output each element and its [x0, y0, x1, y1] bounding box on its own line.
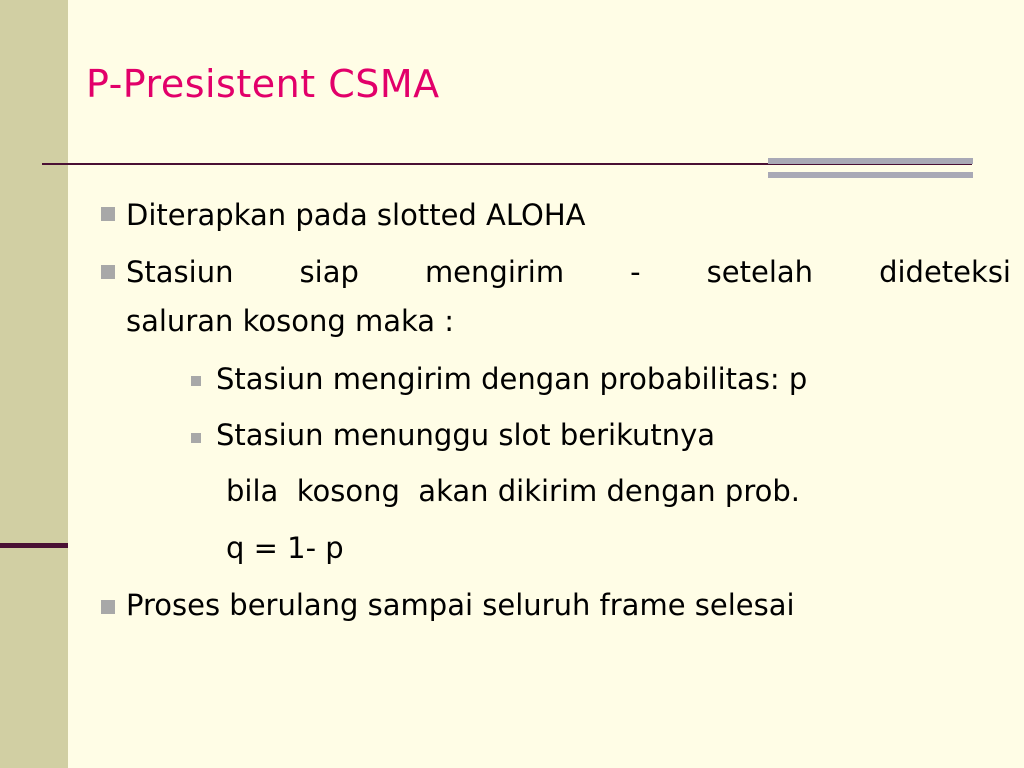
bullet-marker: [101, 207, 115, 221]
word: Stasiun: [126, 255, 234, 289]
word: setelah: [706, 255, 814, 289]
word: mengirim: [424, 255, 565, 289]
bullet-text-justified-line: [126, 254, 1011, 290]
sub-bullet-text: Stasiun mengirim dengan probabilitas: p: [216, 362, 808, 396]
slide-title: P-Presistent CSMA: [86, 62, 440, 106]
bullet-text-continuation: saluran kosong maka :: [126, 304, 455, 338]
word: dideteksi: [879, 255, 1011, 289]
sub-bullet-marker: [191, 433, 201, 443]
sub-bullet-continuation: q = 1- p: [226, 531, 344, 565]
bullet-text: Diterapkan pada slotted ALOHA: [126, 198, 586, 232]
sub-bullet-marker: [191, 376, 201, 386]
sub-bullet-continuation: bila kosong akan dikirim dengan prob.: [226, 474, 800, 508]
bullet-text: Proses berulang sampai seluruh frame selesai: [126, 588, 795, 622]
bullet-marker: [101, 600, 115, 614]
word: -: [630, 255, 641, 289]
word: siap: [299, 255, 359, 289]
bullet-marker: [101, 265, 115, 279]
sub-bullet-text: Stasiun menunggu slot berikutnya: [216, 418, 716, 452]
